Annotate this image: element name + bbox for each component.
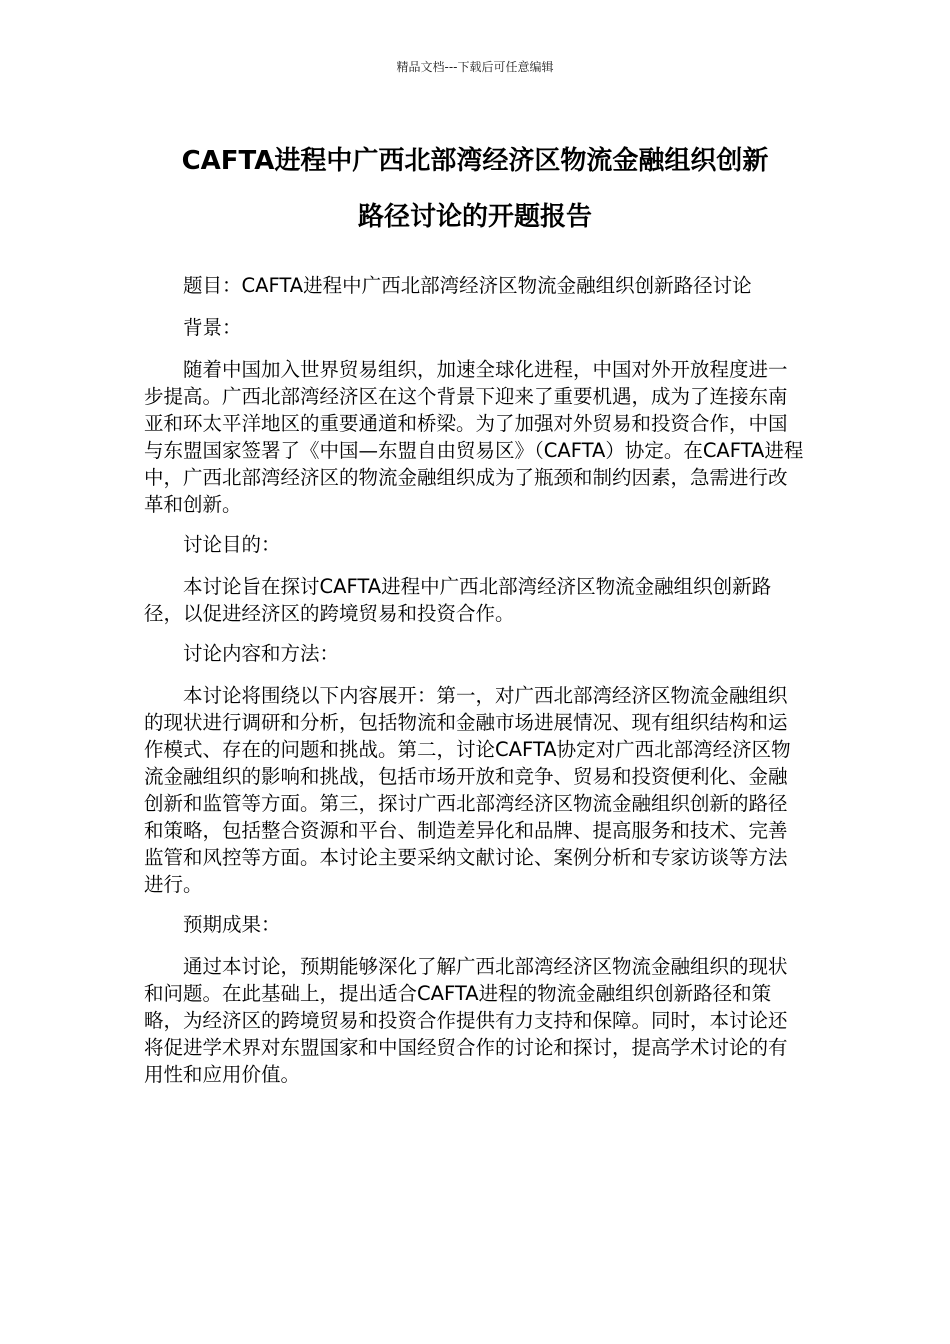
background-paragraph: 随着中国加入世界贸易组织，加速全球化进程，中国对外开放程度进一步提高。广西北部湾经济区在这个背景下迎来了重要机遇，成为了连接东南亚和环太平洋地区的重要通道和桥梁。为了加强对外贸易和投资合作，中国与东盟国家签署了《中国—东盟自由贸易区》（CAFTA）协定。在CAFTA进程中，广西北部湾经济区的物流金融组织成为了瓶颈和制约因素，急需进行改革和创新。 xyxy=(144,358,804,516)
document-title-line-2: 路径讨论的开题报告 xyxy=(357,202,592,232)
results-label: 预期成果： xyxy=(183,913,281,936)
purpose-label: 讨论目的： xyxy=(183,533,281,556)
purpose-paragraph: 本讨论旨在探讨CAFTA进程中广西北部湾经济区物流金融组织创新路径，以促进经济区的跨境贸易和投资合作。 xyxy=(144,575,772,625)
topic-line: 题目：CAFTA进程中广西北部湾经济区物流金融组织创新路径讨论 xyxy=(183,274,752,297)
method-paragraph: 本讨论将围绕以下内容展开：第一，对广西北部湾经济区物流金融组织的现状进行调研和分析，包括物流和金融市场进展情况、现有组织结构和运作模式、存在的问题和挑战。第二，讨论CAFTA协定对广西北部湾经济区物流金融组织的影响和挑战，包括市场开放和竞争、贸易和投资便利化、金融创新和监管等方面。第三，探讨广西北部湾经济区物流金融组织创新的路径和策略，包括整合资源和平台、制造差异化和品牌、提高服务和技术、完善监管和风控等方面。本讨论主要采纳文献讨论、案例分析和专家访谈等方法进行。 xyxy=(144,684,791,896)
method-label: 讨论内容和方法： xyxy=(183,642,340,665)
document-body xyxy=(144,272,806,1101)
page-header: 精品文档---下载后可任意编辑 xyxy=(396,60,554,74)
results-paragraph: 通过本讨论，预期能够深化了解广西北部湾经济区物流金融组织的现状和问题。在此基础上，提出适合CAFTA进程的物流金融组织创新路径和策略，为经济区的跨境贸易和投资合作提供有力支持和保障。同时，本讨论还将促进学术界对东盟国家和中国经贸合作的讨论和探讨，提高学术讨论的有用性和应用价值。 xyxy=(144,955,788,1086)
document-title-line-1: CAFTA进程中广西北部湾经济区物流金融组织创新 xyxy=(181,146,769,176)
background-label: 背景： xyxy=(183,316,242,339)
